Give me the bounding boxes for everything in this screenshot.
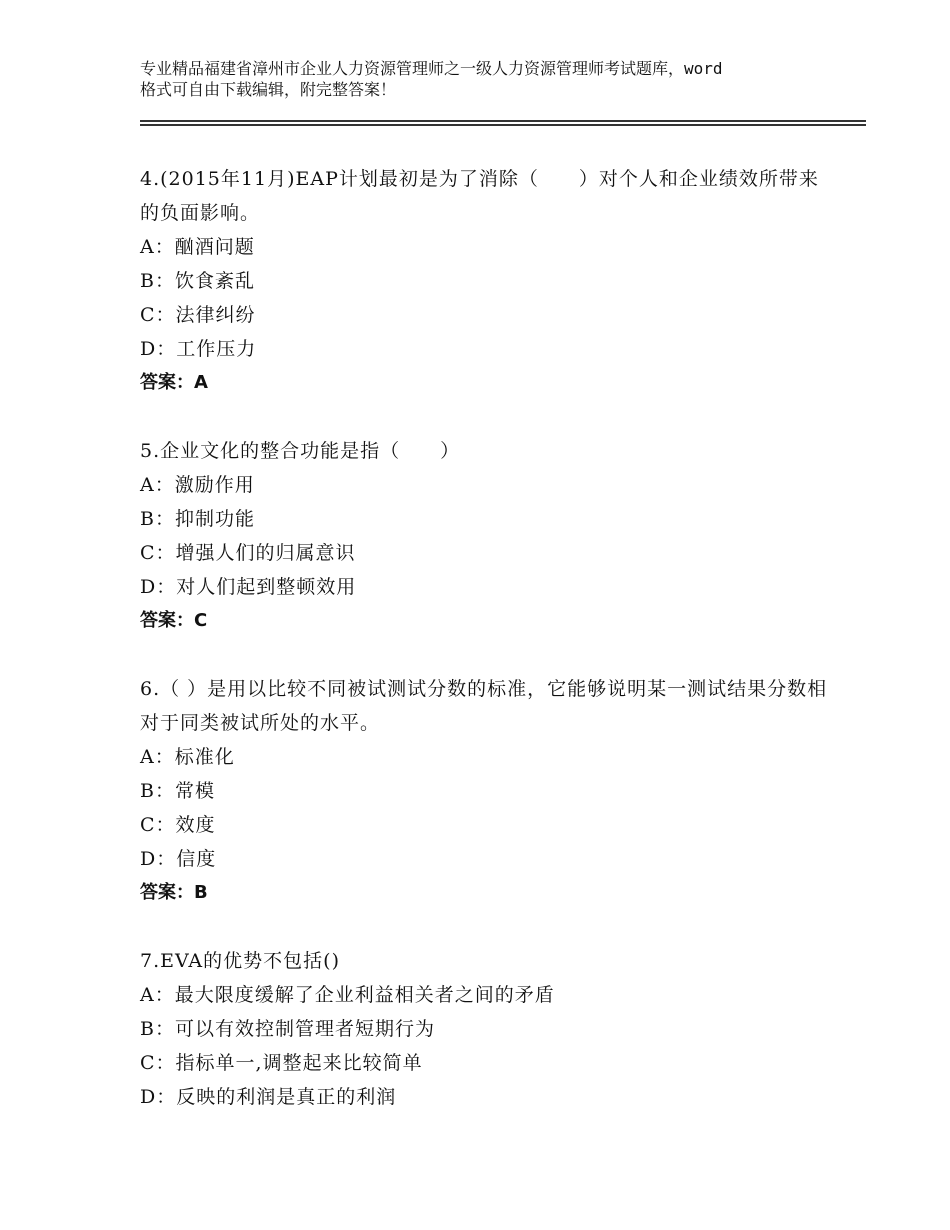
option-d: D：反映的利润是真正的利润 — [140, 1086, 397, 1108]
option-d: D：信度 — [140, 848, 217, 870]
option-d: D：工作压力 — [140, 338, 257, 360]
option-c: C：指标单一,调整起来比较简单 — [140, 1052, 423, 1074]
question-list — [140, 162, 830, 1148]
option-b: B：饮食紊乱 — [140, 270, 255, 292]
option-c: C：法律纠纷 — [140, 304, 256, 326]
option-c: C：效度 — [140, 814, 216, 836]
question-stem: 7.EVA的优势不包括() — [140, 950, 340, 972]
question-7 — [140, 944, 830, 1114]
question-stem: 6.（ ）是用以比较不同被试测试分数的标准，它能够说明某一测试结果分数相对于同类被试所处的水平。 — [140, 678, 828, 734]
question-5 — [140, 434, 830, 638]
option-b: B：可以有效控制管理者短期行为 — [140, 1018, 435, 1040]
option-a: A：酗酒问题 — [140, 236, 255, 258]
header-line-1: 专业精品福建省漳州市企业人力资源管理师之一级人力资源管理师考试题库，word — [140, 59, 723, 78]
option-a: A：最大限度缓解了企业利益相关者之间的矛盾 — [140, 984, 555, 1006]
header-line-2: 格式可自由下载编辑，附完整答案！ — [140, 80, 397, 99]
option-a: A：激励作用 — [140, 474, 255, 496]
answer-label: 答案：A — [140, 372, 208, 393]
question-6 — [140, 672, 830, 910]
option-a: A：标准化 — [140, 746, 235, 768]
answer-label: 答案：C — [140, 610, 208, 631]
document-header — [140, 58, 830, 100]
option-d: D：对人们起到整顿效用 — [140, 576, 357, 598]
answer-label: 答案：B — [140, 882, 208, 903]
option-b: B：抑制功能 — [140, 508, 255, 530]
header-divider — [140, 120, 866, 126]
question-stem: 4.(2015年11月)EAP计划最初是为了消除（ ）对个人和企业绩效所带来的负面影响。 — [140, 168, 819, 224]
option-b: B：常模 — [140, 780, 215, 802]
question-4 — [140, 162, 830, 400]
option-c: C：增强人们的归属意识 — [140, 542, 356, 564]
question-stem: 5.企业文化的整合功能是指（ ） — [140, 440, 461, 462]
